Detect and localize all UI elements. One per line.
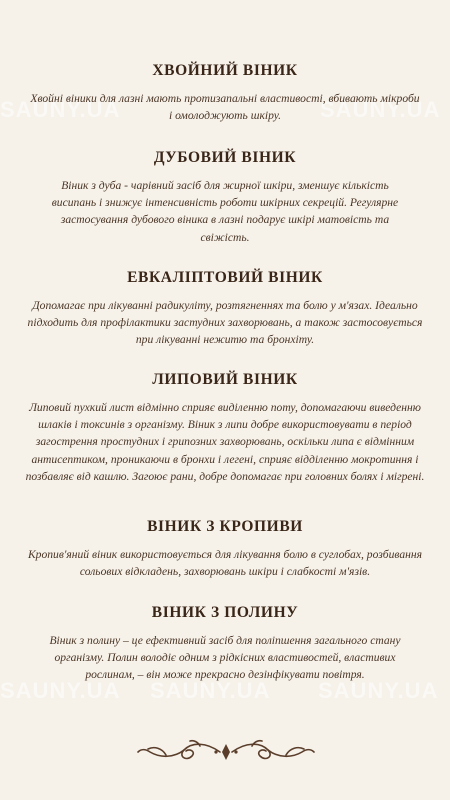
- section-text: Липовий пухкий лист відмінно сприяє виділенню поту, допомагаючи виведенню шлаків і токсинів з організму. Віник з липи добре використовувати в період загострення простудних і грипозних захворювань, оскільки липа є відмінним антисептиком, проникаючи в бронхи і легені, сприяє відділенню мокротиння і позбавляє від кашлю. Загоює рани, добре допомагає при головних болях і мігрені.: [25, 401, 425, 483]
- section-text: Віник з полину – це ефективний засіб для поліпшення загального стану організму. Полин володіє одним з рідкісних властивостей, властивих рослинам, – він може прекрасно дезінфікувати повітря.: [49, 634, 401, 682]
- section-eucalyptus-broom: [22, 269, 428, 349]
- section-pine-broom: [22, 62, 428, 124]
- watermark: SAUNY.UA: [0, 97, 121, 122]
- section-wormwood-broom: [22, 604, 428, 684]
- section-title: ВІНИК З ПОЛИНУ: [151, 604, 299, 621]
- section-text: Віник з дуба - чарівний засіб для жирної шкіри, зменшує кількість висипань і знижує інтенсивність роботи шкірних секрецій. Регулярне застосування дубового віника в лазні подарує шкірі матовість та свіжість.: [51, 179, 399, 244]
- section-nettle-broom: [22, 518, 428, 580]
- section-linden-broom: [22, 371, 428, 485]
- section-oak-broom: [22, 149, 428, 246]
- section-title: ВІНИК З КРОПИВИ: [147, 518, 303, 535]
- section-title: ЕВКАЛІПТОВИЙ ВІНИК: [127, 269, 323, 286]
- floral-flourish-icon: [136, 738, 316, 766]
- section-text: Допомагає при лікуванні радикуліту, розтягненнях та болю у м'язах. Ідеально підходить для профілактики застудних захворювань, а також застосовується при лікуванні нежитю та бронхіту.: [27, 299, 423, 347]
- watermark: SAUNY.UA: [320, 97, 441, 122]
- section-title: ЛИПОВИЙ ВІНИК: [152, 371, 298, 388]
- section-title: ДУБОВИЙ ВІНИК: [153, 149, 297, 166]
- section-text: Хвойні віники для лазні мають протизапальні властивості, вбивають мікроби і омолоджують шкіру.: [30, 92, 420, 123]
- watermark: SAUNY.UA: [0, 678, 121, 703]
- section-title: ХВОЙНИЙ ВІНИК: [152, 62, 298, 79]
- watermark: SAUNY.UA: [150, 678, 271, 703]
- section-text: Кропив'яний віник використовується для лікування болю в суглобах, розбивання сольових відкладень, захворювань шкіри і слабкості м'язів.: [27, 548, 423, 579]
- watermark: SAUNY.UA: [318, 678, 439, 703]
